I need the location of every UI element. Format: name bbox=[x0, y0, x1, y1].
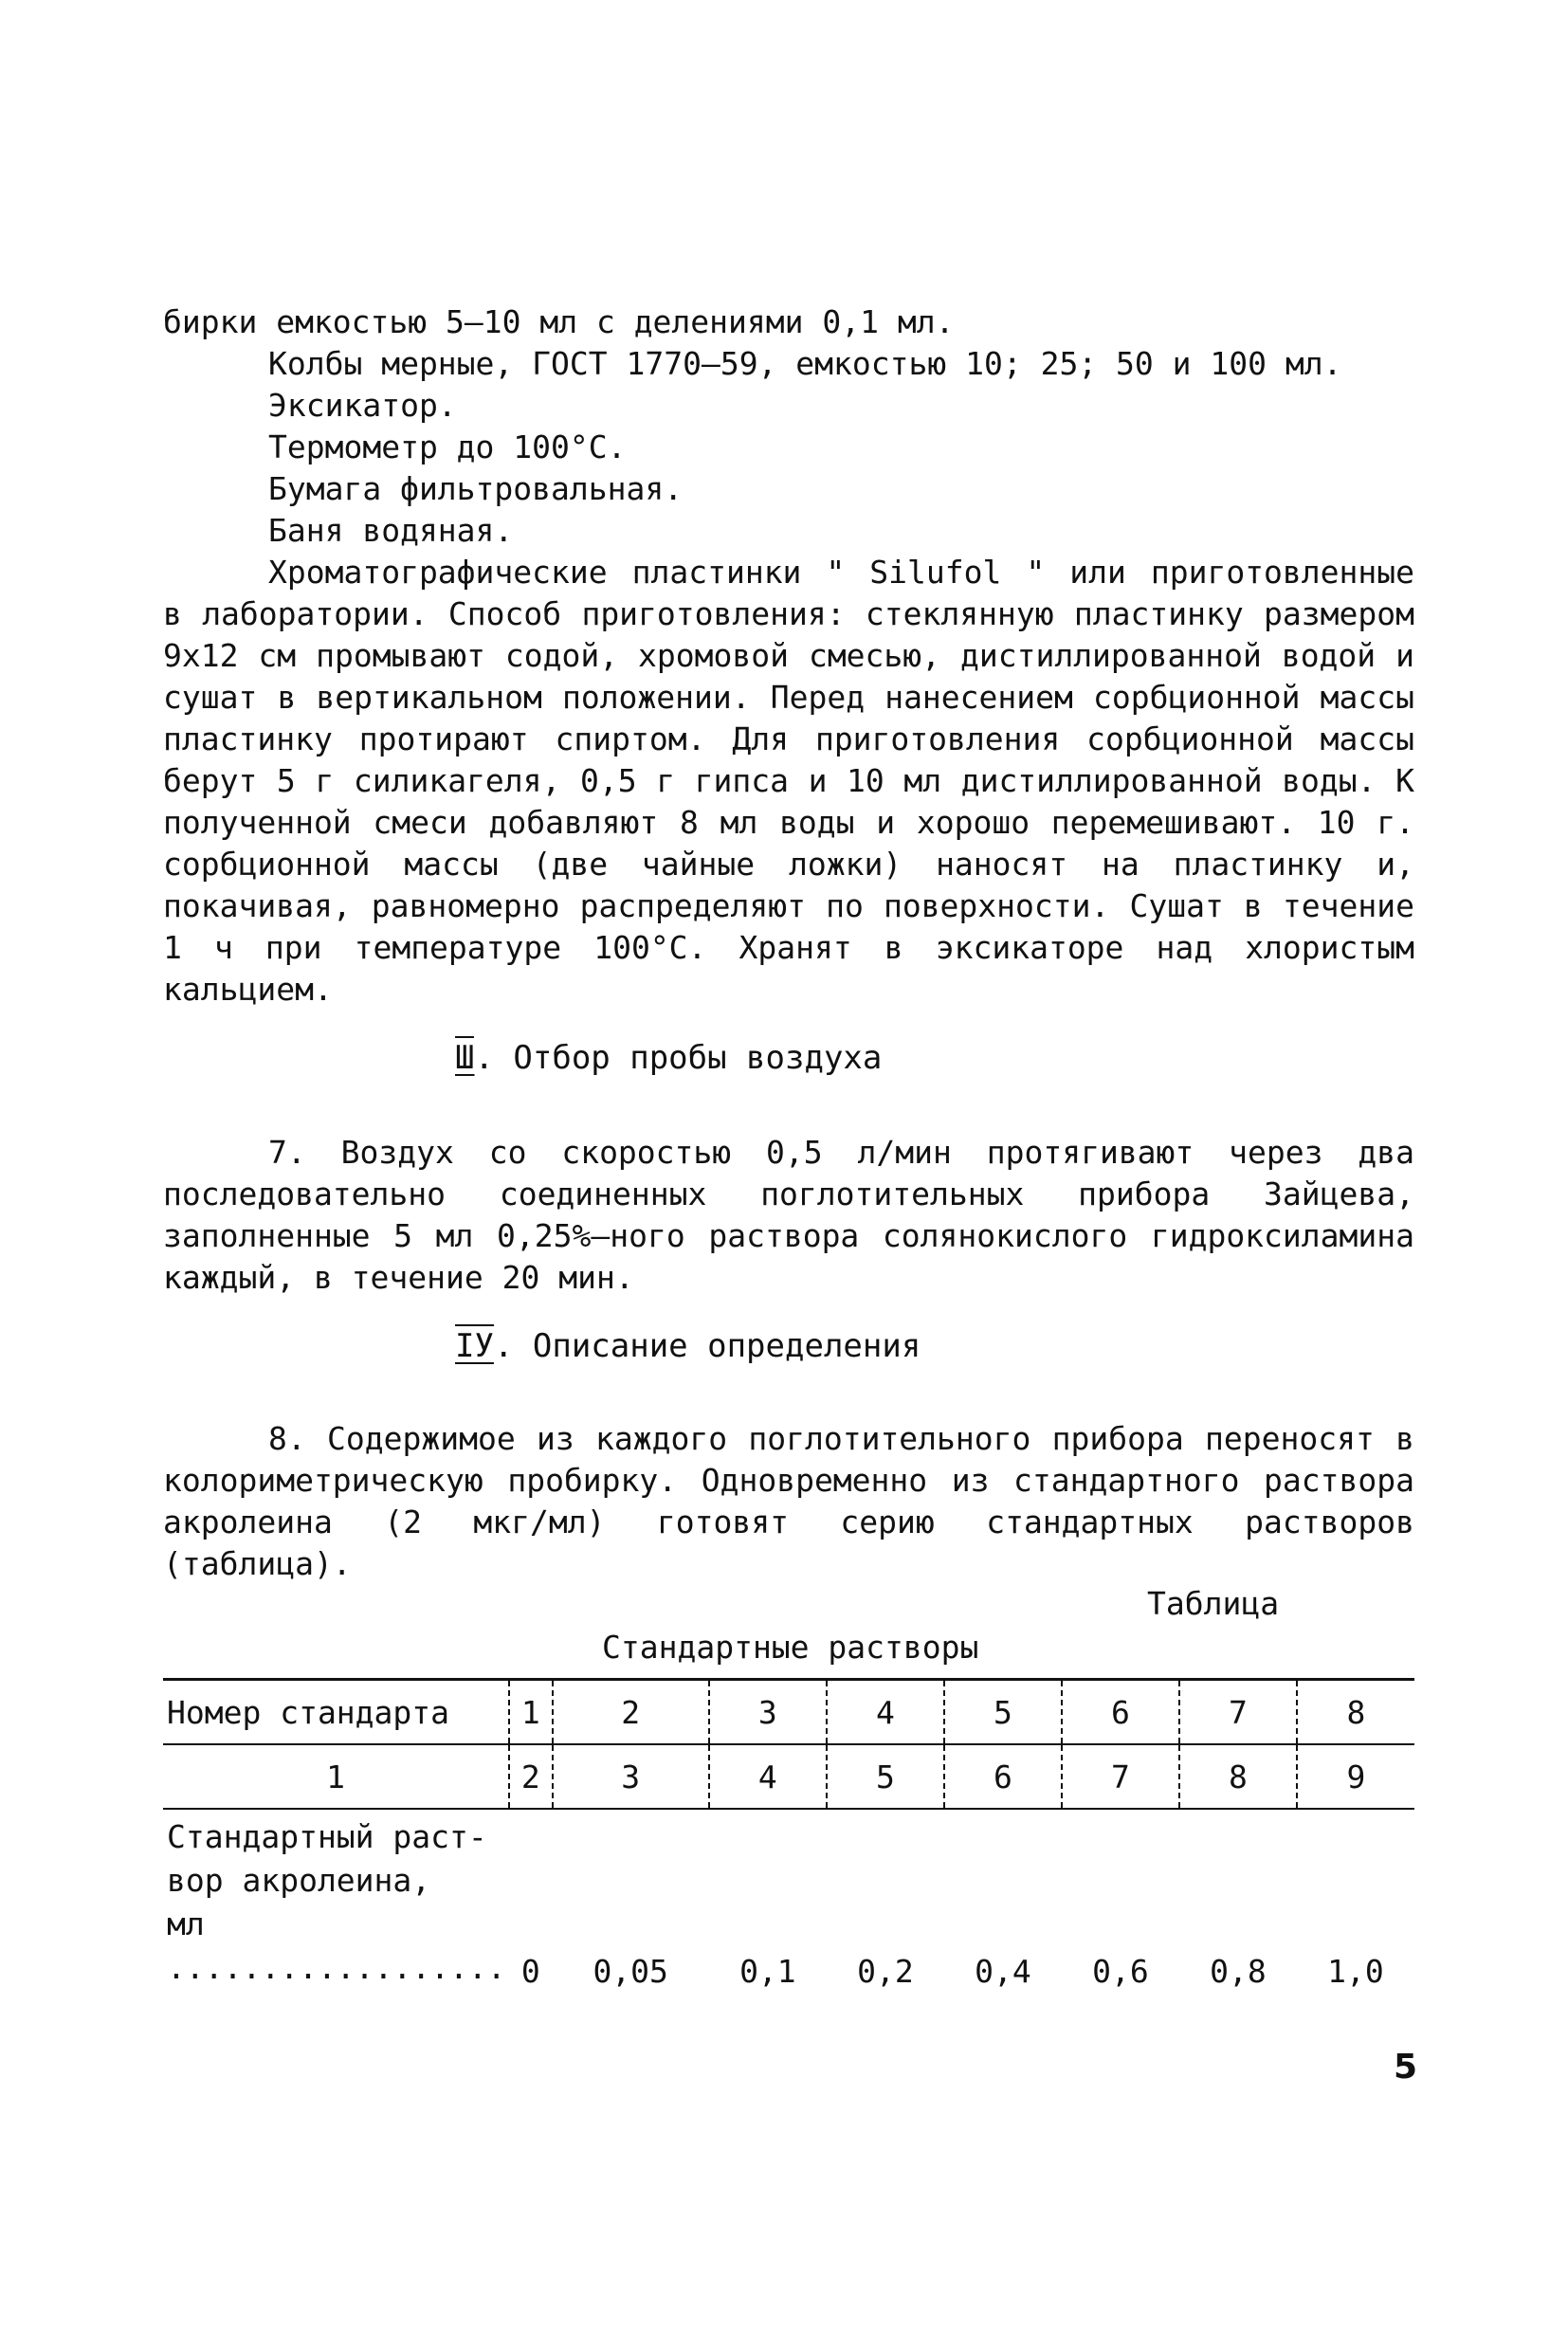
text-line: Баня водяная. bbox=[268, 512, 514, 549]
header-cell: 8 bbox=[1297, 1680, 1414, 1745]
column-number-cell: 7 bbox=[1062, 1744, 1179, 1809]
table-cell: 0,2 bbox=[857, 1953, 914, 1990]
section-number: Ш bbox=[455, 1036, 474, 1077]
standards-table bbox=[163, 1678, 1414, 1999]
header-cell: 1 bbox=[509, 1680, 553, 1745]
table-cell: 0 bbox=[520, 1953, 540, 1990]
header-cell: 4 bbox=[827, 1680, 944, 1745]
column-number-cell: 5 bbox=[827, 1744, 944, 1809]
section-title: . Отбор пробы воздуха bbox=[474, 1039, 883, 1077]
text-line: Колбы мерные, ГОСТ 1770–59, емкостью 10; 25; 50 и 100 мл. bbox=[268, 345, 1342, 382]
header-cell: 3 bbox=[709, 1680, 827, 1745]
column-number-cell: 6 bbox=[944, 1744, 1062, 1809]
plates-paragraph: Хроматографические пластинки " Silufol " или приготовленные в лаборатории. Способ приготовления: стеклянную пластинку размером 9х12 см промывают содой, хромовой смесью, дистиллированной водой и сушат в вертикальном положении. Перед нанесением сорбционной массы пластинку протирают спиртом. Для приготовления сорбционной массы берут 5 г силикагеля, 0,5 г гипса и 10 мл дистиллированной воды. К полученной смеси добавляют 8 мл воды и хорошо перемешивают. 10 г. сорбционной массы (две чайные ложки) наносят на пластинку и, покачивая, равномерно распределяют по поверхности. Сушат в течение 1 ч при температуре 100°С. Хранят в эксикаторе над хлористым кальцием. bbox=[163, 554, 1414, 1008]
table-column-numbers-row bbox=[163, 1744, 1414, 1809]
table-cell: 0,6 bbox=[1092, 1953, 1149, 1990]
table-cell: 0,1 bbox=[739, 1953, 796, 1990]
table-cell: 0,05 bbox=[593, 1953, 668, 1990]
header-cell: 6 bbox=[1062, 1680, 1179, 1745]
section-number: IУ bbox=[455, 1324, 494, 1365]
column-number-cell: 4 bbox=[709, 1744, 827, 1809]
column-number-cell: 9 bbox=[1297, 1744, 1414, 1809]
paragraph-7: 7. Воздух со скоростью 0,5 л/мин протягивают через два последовательно соединенных поглотительных прибора Зайцева, заполненные 5 мл 0,25%–ного раствора солянокислого гидроксиламина каждый, в течение 20 мин. bbox=[163, 1134, 1414, 1296]
section-heading-3 bbox=[455, 1039, 882, 1077]
paragraph-8: 8. Содержимое из каждого поглотительного прибора переносят в колориметрическую пробирку. Одновременно из стандартного раствора акролеина (2 мкг/мл) готовят серию стандартных растворов (таблица). bbox=[163, 1420, 1414, 1582]
table-row bbox=[163, 1809, 1414, 1999]
column-number-cell: 3 bbox=[553, 1744, 709, 1809]
table-cell: 1,0 bbox=[1327, 1953, 1384, 1990]
text-line: бирки емкостью 5–10 мл с делениями 0,1 мл. bbox=[163, 303, 955, 340]
header-cell: Номер стандарта bbox=[163, 1680, 509, 1745]
page-number: 5 bbox=[1394, 2048, 1418, 2087]
section-heading-4 bbox=[455, 1327, 921, 1365]
text-line: Термометр до 100°С. bbox=[268, 428, 627, 465]
text-line: Бумага фильтровальная. bbox=[268, 470, 684, 507]
table-header-row bbox=[163, 1680, 1414, 1745]
column-number-cell: 1 bbox=[163, 1744, 509, 1809]
table-label: Таблица bbox=[1147, 1585, 1280, 1622]
header-cell: 7 bbox=[1179, 1680, 1297, 1745]
column-number-cell: 8 bbox=[1179, 1744, 1297, 1809]
table-title: Стандартные растворы bbox=[602, 1629, 979, 1666]
section-title: . Описание определения bbox=[493, 1327, 921, 1365]
table-cell: 0,4 bbox=[975, 1953, 1031, 1990]
column-number-cell: 2 bbox=[509, 1744, 553, 1809]
text-line: Эксикатор. bbox=[268, 387, 457, 424]
row-label: Стандартный раст- вор акролеина, мл .................. bbox=[167, 1818, 506, 1986]
header-cell: 2 bbox=[553, 1680, 709, 1745]
table-cell: 0,8 bbox=[1210, 1953, 1267, 1990]
header-cell: 5 bbox=[944, 1680, 1062, 1745]
